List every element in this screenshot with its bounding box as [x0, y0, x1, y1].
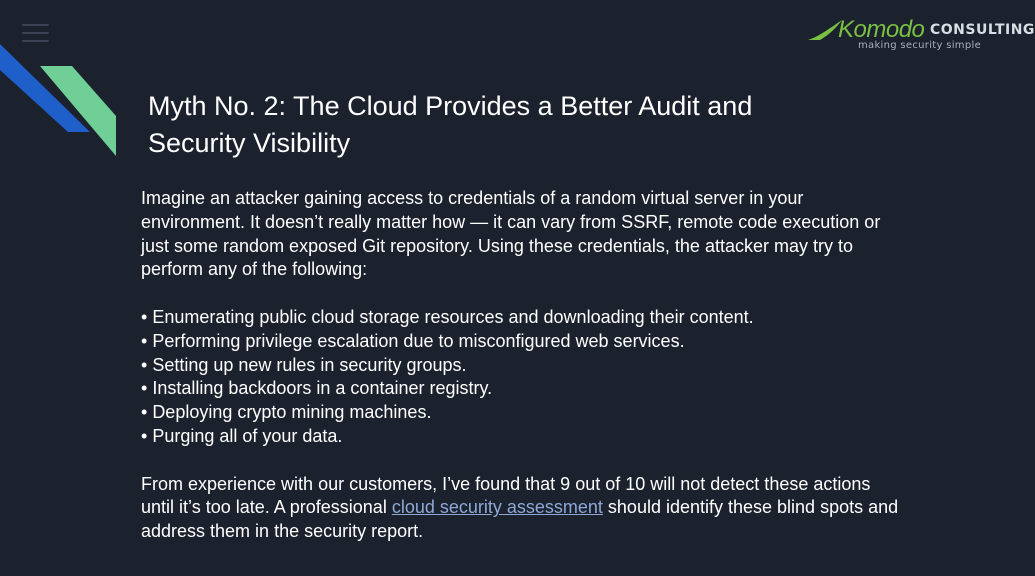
list-item: • Performing privilege escalation due to misconfigured web services.	[141, 330, 901, 354]
list-item: • Deploying crypto mining machines.	[141, 401, 901, 425]
intro-paragraph: Imagine an attacker gaining access to credentials of a random virtual server in your environment. It doesn’t really matter how — it can vary from SSRF, remote code execution or just some random exposed Git repository. Using these credentials, the attacker may try to perform any of the following:	[141, 188, 881, 280]
closing-paragraph	[141, 473, 901, 544]
list-item: • Installing backdoors in a container registry.	[141, 377, 901, 401]
logo-brand: Komodo	[838, 16, 925, 43]
closing-text-end: should identify these blind spots and address them in the security report.	[141, 497, 899, 542]
closing-text-start: From experience with our customers, I’ve found that 9 out of 10 will not detect these actions until it’s too late. A professional	[141, 473, 871, 518]
list-item: • Setting up new rules in security groups.	[141, 354, 901, 378]
decorative-stripes	[0, 40, 120, 160]
slide-body	[141, 187, 901, 544]
list-item: • Enumerating public cloud storage resources and downloading their content.	[141, 306, 901, 330]
attack-list	[141, 306, 901, 449]
list-item: • Purging all of your data.	[141, 425, 901, 449]
cloud-security-assessment-link[interactable]: cloud security assessment	[391, 497, 603, 518]
slide-title: Myth No. 2: The Cloud Provides a Better Audit and Security Visibility	[148, 91, 753, 158]
logo-suffix: CONSULTING	[930, 22, 1035, 38]
company-logo[interactable]	[806, 12, 1035, 56]
logo-tagline: making security simple	[858, 40, 982, 51]
